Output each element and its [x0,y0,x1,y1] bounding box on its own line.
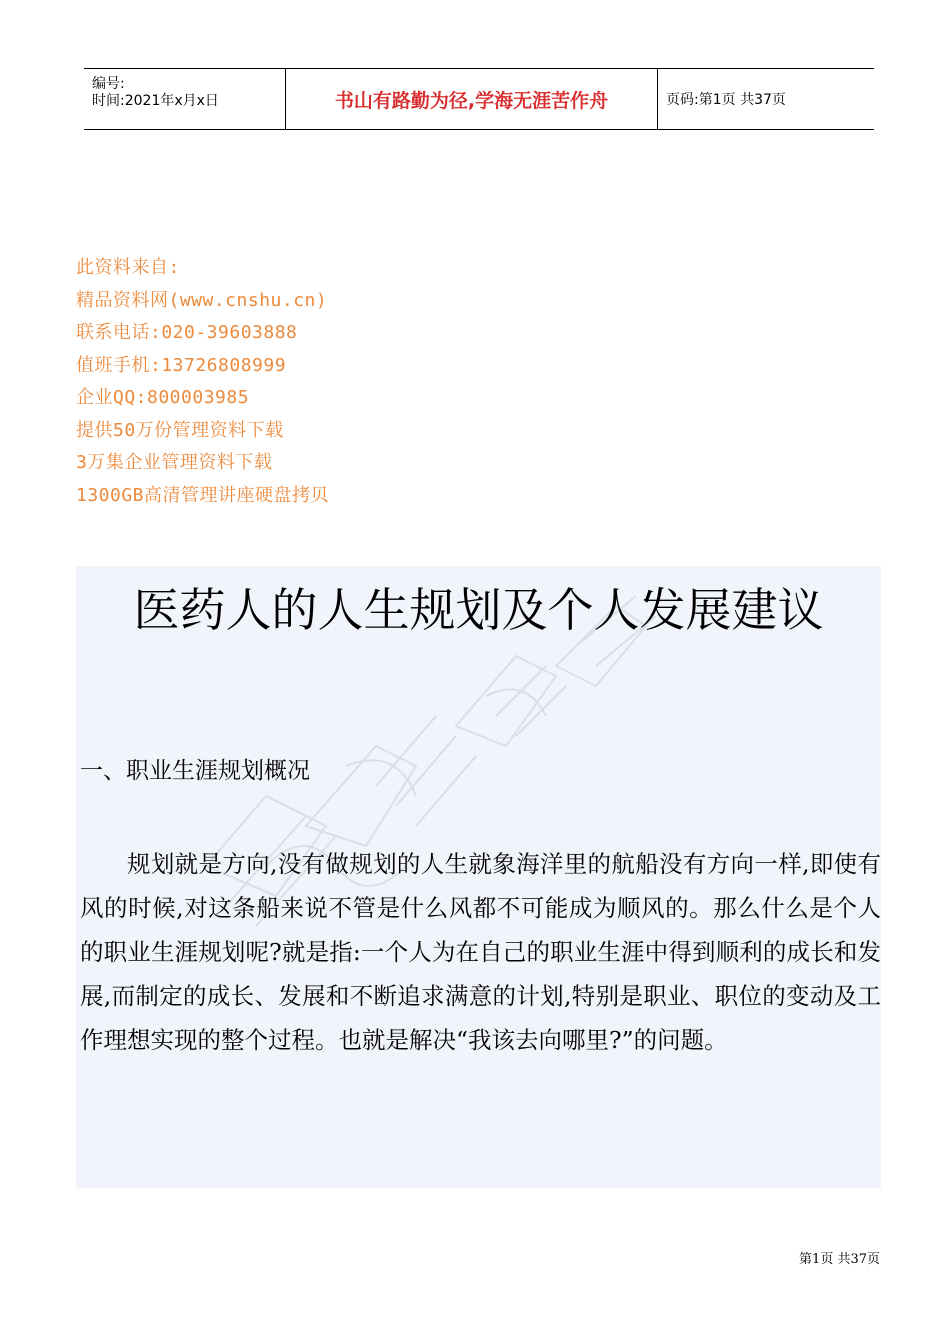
source-phone-line: 联系电话:020-39603888 [76,322,298,343]
header-motto-cell [285,69,658,129]
source-line: 1300GB高清管理讲座硬盘拷贝 [76,484,330,506]
page-footer: 第1页 共37页 [799,1252,880,1267]
document-number-label: 编号: [92,76,125,92]
header-table [84,68,874,130]
header-meta-cell [84,69,285,129]
header-page-code: 页码:第1页 共37页 [666,92,786,108]
source-line: 3万集企业管理资料下载 [76,452,273,473]
section-heading: 一、职业生涯规划概况 [80,758,310,784]
source-qq-line: 企业QQ:800003985 [76,387,250,408]
document-title: 医药人的人生规划及个人发展建议 [133,583,824,637]
header-motto: 书山有路勤为径,学海无涯苦作舟 [334,89,609,112]
source-website-line: 精品资料网(www.cnshu.cn) [76,289,328,311]
body-paragraph: 规划就是方向,没有做规划的人生就象海洋里的航船没有方向一样,即使有风的时候,对这条船来说不管是什么风都不可能成为顺风的。那么什么是个人的职业生涯规划呢?就是指:一个人为在自己的职业生涯中得到顺利的成长和发展,而制定的成长、发展和不断追求满意的计划,特别是职业、职位的变动及工作理想实现的整个过程。也就是解决“我该去向哪里?”的问题。 [80,850,881,1054]
source-info [76,252,329,512]
source-line: 提供50万份管理资料下载 [76,419,284,441]
document-time-label: 时间:2021年x月x日 [92,93,219,109]
content-panel [76,566,881,1188]
source-line: 此资料来自: [76,257,180,278]
source-mobile-line: 值班手机:13726808999 [76,354,287,376]
header-page-cell [658,69,874,129]
